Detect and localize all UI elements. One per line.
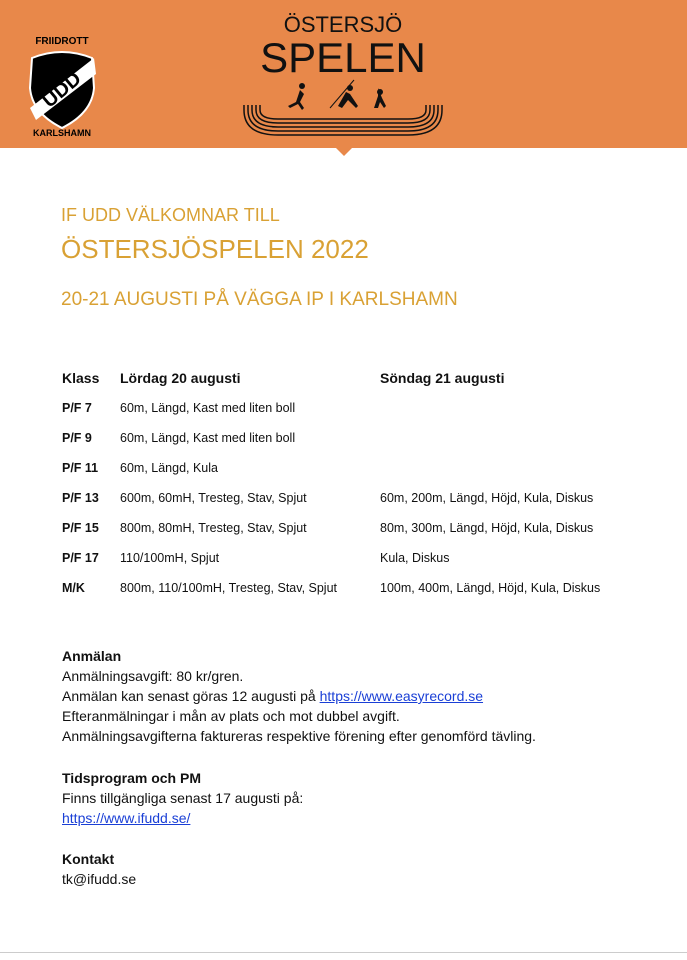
class-cell: P/F 13 xyxy=(62,491,99,505)
class-cell: P/F 17 xyxy=(62,551,99,565)
header-sunday: Söndag 21 augusti xyxy=(380,370,505,386)
header-saturday: Lördag 20 augusti xyxy=(120,370,241,386)
class-cell: P/F 7 xyxy=(62,401,92,415)
fee-text: Anmälningsavgift: 80 kr/gren. xyxy=(62,668,244,684)
header-banner xyxy=(0,0,687,148)
saturday-cell: 600m, 60mH, Tresteg, Stav, Spjut xyxy=(120,491,307,505)
ifudd-link[interactable]: https://www.ifudd.se/ xyxy=(62,810,191,826)
kontakt-heading: Kontakt xyxy=(62,851,115,867)
tidsprogram-section xyxy=(62,768,303,828)
class-cell: P/F 11 xyxy=(62,461,99,475)
event-date-venue: 20-21 AUGUSTI PÅ VÄGGA IP I KARLSHAMN xyxy=(61,289,458,310)
sunday-cell: 60m, 200m, Längd, Höjd, Kula, Diskus xyxy=(380,491,594,505)
athletes-icon xyxy=(288,80,386,110)
svg-text:SPELEN: SPELEN xyxy=(260,34,426,81)
sunday-cell: 100m, 400m, Längd, Höjd, Kula, Diskus xyxy=(380,581,601,595)
invoice-text: Anmälningsavgifterna faktureras respektive förening efter genomförd tävling. xyxy=(62,728,536,744)
saturday-cell: 60m, Längd, Kula xyxy=(120,461,218,475)
svg-text:ÖSTERSJÖ: ÖSTERSJÖ xyxy=(283,12,403,37)
contact-email: tk@ifudd.se xyxy=(62,871,137,887)
class-cell: M/K xyxy=(62,581,85,595)
saturday-cell: 110/100mH, Spjut xyxy=(120,551,220,565)
class-cell: P/F 15 xyxy=(62,521,99,535)
sunday-cell: Kula, Diskus xyxy=(380,551,450,565)
late-entry-text: Efteranmälningar i mån av plats och mot dubbel avgift. xyxy=(62,708,400,724)
tidsprogram-heading: Tidsprogram och PM xyxy=(62,770,201,786)
saturday-cell: 60m, Längd, Kast med liten boll xyxy=(120,431,296,445)
class-cell: P/F 9 xyxy=(62,431,92,445)
anmalan-heading: Anmälan xyxy=(62,648,122,664)
svg-text:KARLSHAMN: KARLSHAMN xyxy=(33,128,91,138)
saturday-cell: 800m, 110/100mH, Tresteg, Stav, Spjut xyxy=(120,581,338,595)
sunday-cell: 80m, 300m, Längd, Höjd, Kula, Diskus xyxy=(380,521,594,535)
event-title: ÖSTERSJÖSPELEN 2022 xyxy=(61,234,369,264)
easyrecord-link[interactable]: https://www.easyrecord.se xyxy=(319,688,484,704)
banner-notch xyxy=(335,147,353,156)
deadline-text: Anmälan kan senast göras 12 augusti på https://www.easyrecord.se xyxy=(62,688,484,704)
svg-text:FRIIDROTT: FRIIDROTT xyxy=(35,36,89,47)
kontakt-section xyxy=(62,849,136,889)
saturday-cell: 800m, 80mH, Tresteg, Stav, Spjut xyxy=(120,521,307,535)
welcome-line: IF UDD VÄLKOMNAR TILL xyxy=(61,205,280,225)
anmalan-section xyxy=(62,646,536,746)
event-logo xyxy=(238,10,448,140)
saturday-cell: 60m, Längd, Kast med liten boll xyxy=(120,401,296,415)
svg-text:UDD: UDD xyxy=(38,67,86,113)
tidsprogram-text: Finns tillgängliga senast 17 augusti på: xyxy=(62,790,304,806)
page-edge xyxy=(0,952,687,953)
header-klass: Klass xyxy=(62,370,100,386)
club-logo xyxy=(22,28,102,138)
